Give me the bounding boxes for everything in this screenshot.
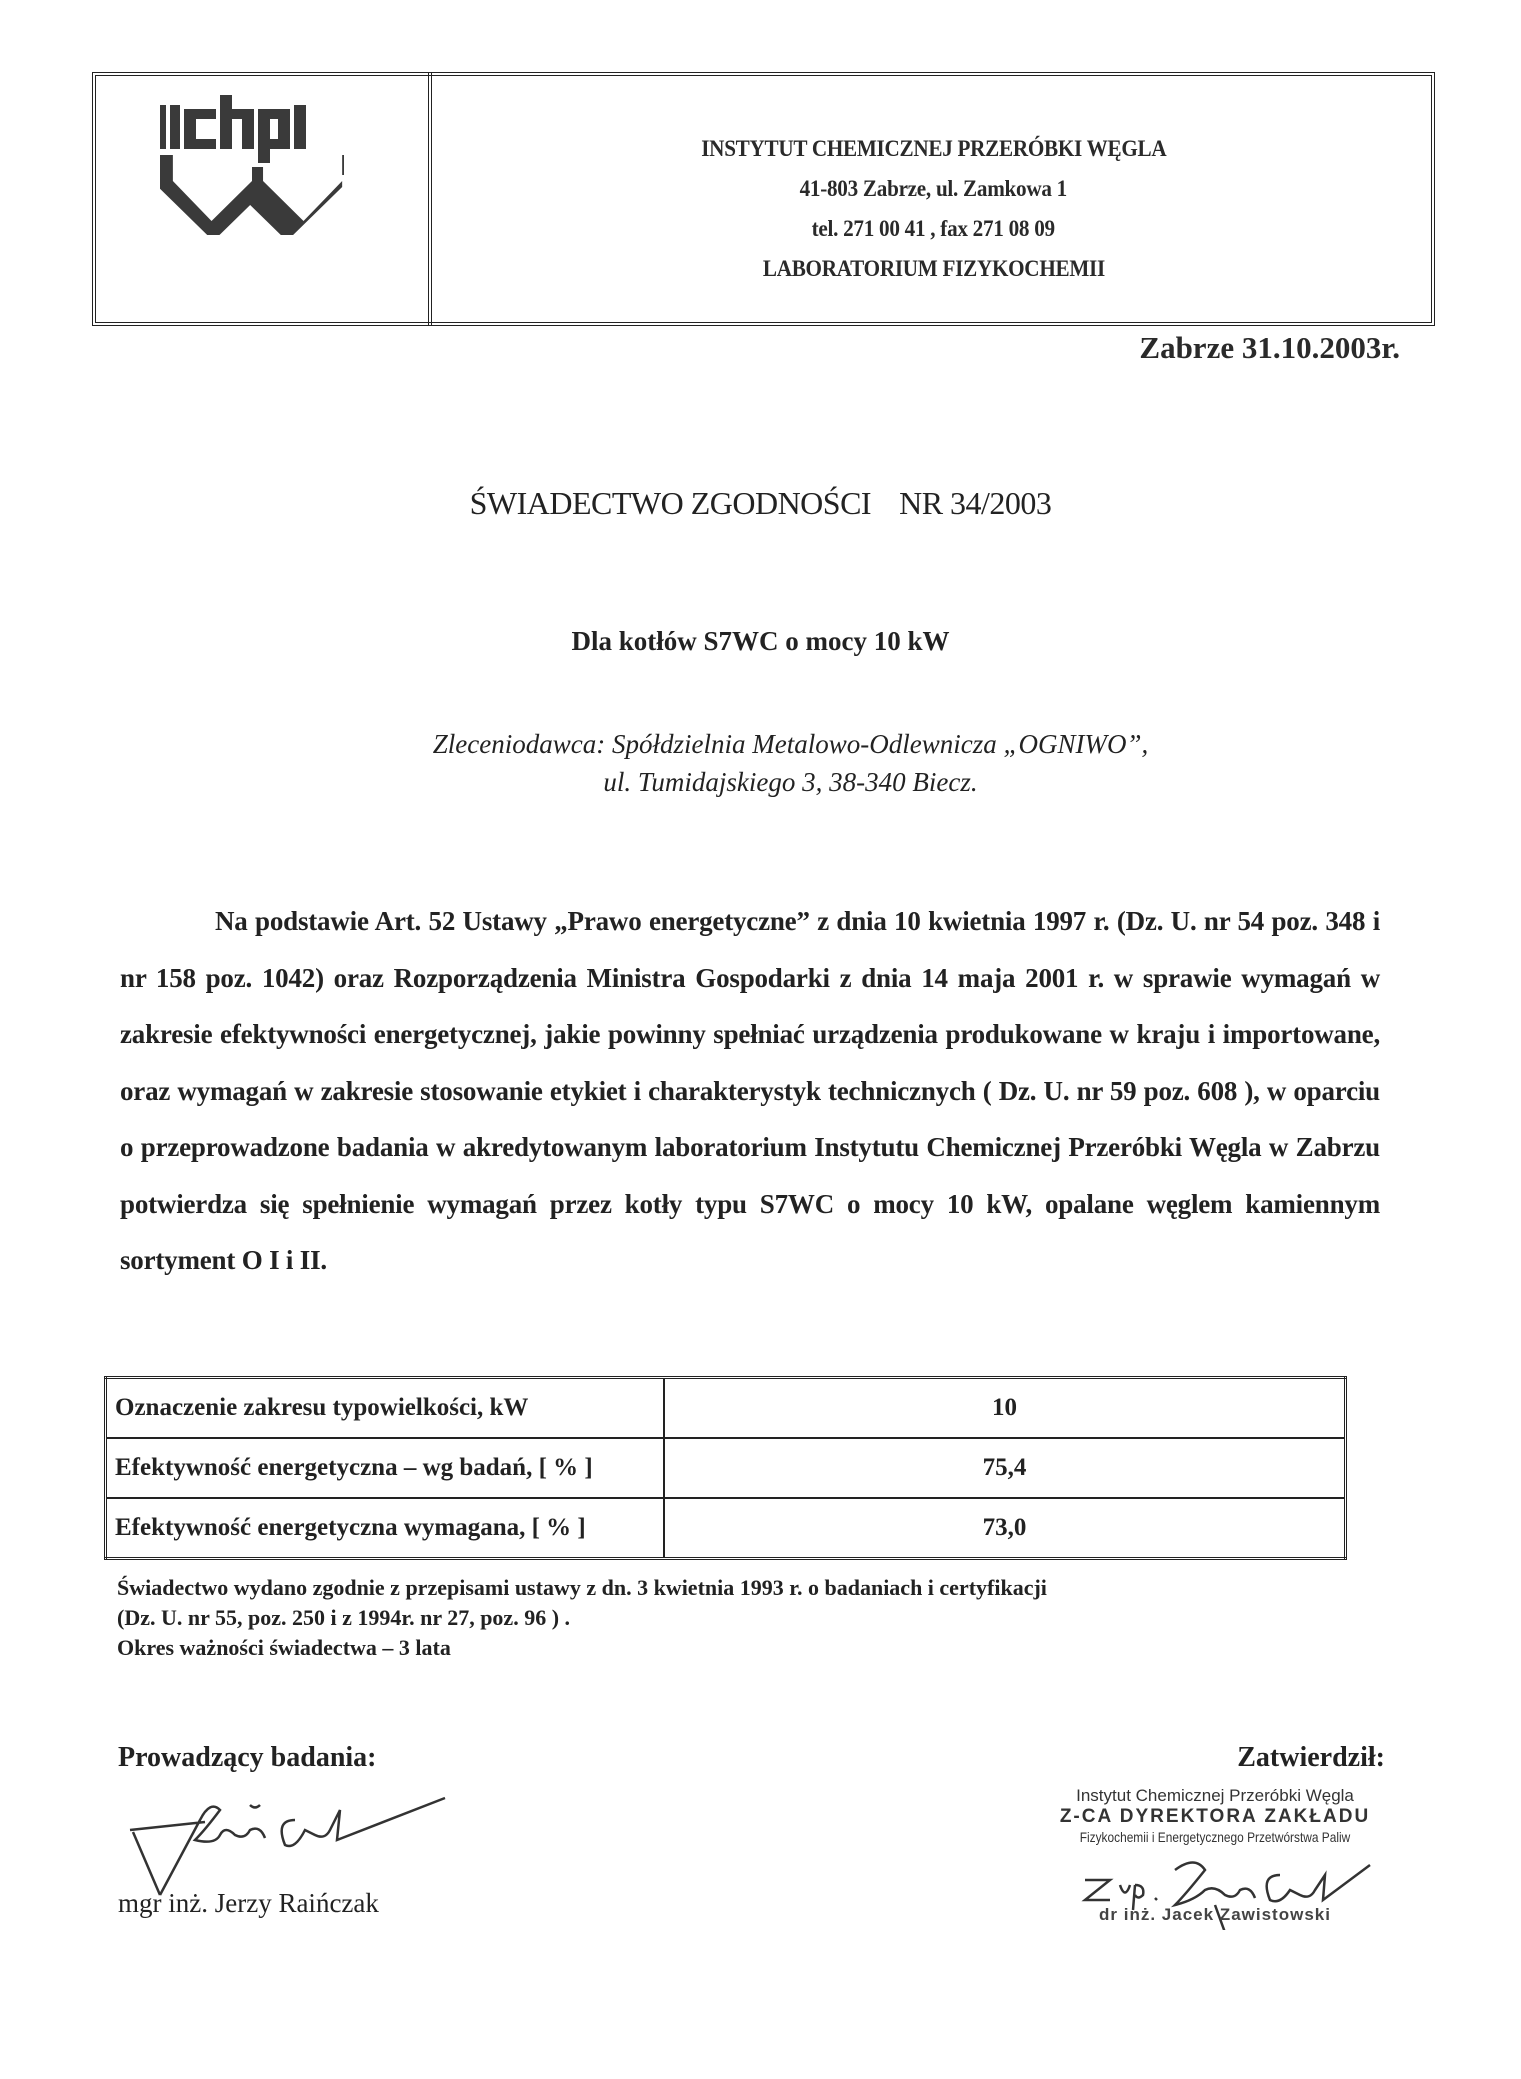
approver-name: dr inż. Jacek Zawistowski — [1099, 1905, 1331, 1924]
stamp-department: Fizykochemii i Energetycznego Przetwórstwa Paliw — [1079, 1829, 1351, 1845]
row-value: 10 — [664, 1378, 1346, 1439]
row-value: 73,0 — [664, 1498, 1346, 1559]
tester-label: Prowadzący badania: — [118, 1742, 377, 1773]
body-paragraph — [120, 893, 1380, 1289]
table-row — [106, 1378, 1346, 1439]
table-row — [106, 1438, 1346, 1498]
row-label: Oznaczenie zakresu typowielkości, kW — [106, 1378, 665, 1439]
results-table — [104, 1376, 1347, 1560]
client-line-1: Zleceniodawca: Spółdzielnia Metalowo-Odlewnicza „OGNIWO”, — [432, 729, 1149, 759]
certificate-number: NR 34/2003 — [899, 485, 1052, 521]
stamp-institute: Instytut Chemicznej Przeróbki Węgla — [1076, 1786, 1354, 1805]
tester-name: mgr inż. Jerzy Raińczak — [118, 1888, 379, 1918]
signature-icon — [125, 1790, 455, 1900]
row-label: Efektywność energetyczna – wg badań, [ % ] — [106, 1438, 665, 1498]
client-block — [30, 725, 1521, 801]
note-line-3: Okres ważności świadectwa – 3 lata — [117, 1635, 451, 1660]
institute-address: 41-803 Zabrze, ul. Zamkowa 1 — [799, 176, 1068, 201]
approval-stamp — [1030, 1786, 1400, 1846]
table-row — [106, 1498, 1346, 1559]
document-subtitle: Dla kotłów S7WC o mocy 10 kW — [571, 626, 950, 656]
row-label: Efektywność energetyczna wymagana, [ % ] — [106, 1498, 665, 1559]
note-line-2: (Dz. U. nr 55, poz. 250 i z 1994r. nr 27, poz. 96 ) . — [117, 1605, 571, 1630]
document-date: Zabrze 31.10.2003r. — [1139, 330, 1400, 365]
note-line-1: Świadectwo wydano zgodnie z przepisami ustawy z dn. 3 kwietnia 1993 r. o badaniach i certyfikacji — [117, 1575, 1047, 1600]
stamp-position: Z-CA DYREKTORA ZAKŁADU — [1059, 1806, 1371, 1827]
document-title — [0, 485, 1521, 522]
body-text: Na podstawie Art. 52 Ustawy „Prawo energetyczne” z dnia 10 kwietnia 1997 r. (Dz. U. nr 54 poz. 348 i nr 158 poz. 1042) oraz Rozporządzenia Ministra Gospodarki z dnia 14 maja 2001 r. w sprawie wymagań w zakresie efektywności energetycznej, jakie powinny spełniać urządzenia produkowane w kraju i importowane, oraz wymagań w zakresie stosowanie etykiet i charakterystyk technicznych ( Dz. U. nr 59 poz. 608 ), w oparciu o przeprowadzone badania w akredytowanym laboratorium Instytutu Chemicznej Przeróbki Węgla w Zabrzu potwierdza się spełnienie wymagań przez kotły typu S7WC o mocy 10 kW, opalane węglem kamiennym sortyment O I i II. — [120, 906, 1380, 1275]
approver-label: Zatwierdził: — [1237, 1742, 1385, 1773]
department-name: LABORATORIUM FIZYKOCHEMII — [762, 256, 1105, 281]
title-main: ŚWIADECTWO ZGODNOŚCI — [469, 485, 872, 521]
client-line-2: ul. Tumidajskiego 3, 38-340 Biecz. — [603, 767, 978, 797]
letterhead-text — [432, 72, 1435, 326]
institute-contact: tel. 271 00 41 , fax 271 08 09 — [811, 216, 1056, 241]
institute-name: INSTYTUT CHEMICZNEJ PRZERÓBKI WĘGLA — [700, 136, 1167, 161]
row-value: 75,4 — [664, 1438, 1346, 1498]
legal-notes — [117, 1573, 1377, 1663]
institute-logo-icon — [160, 95, 360, 235]
